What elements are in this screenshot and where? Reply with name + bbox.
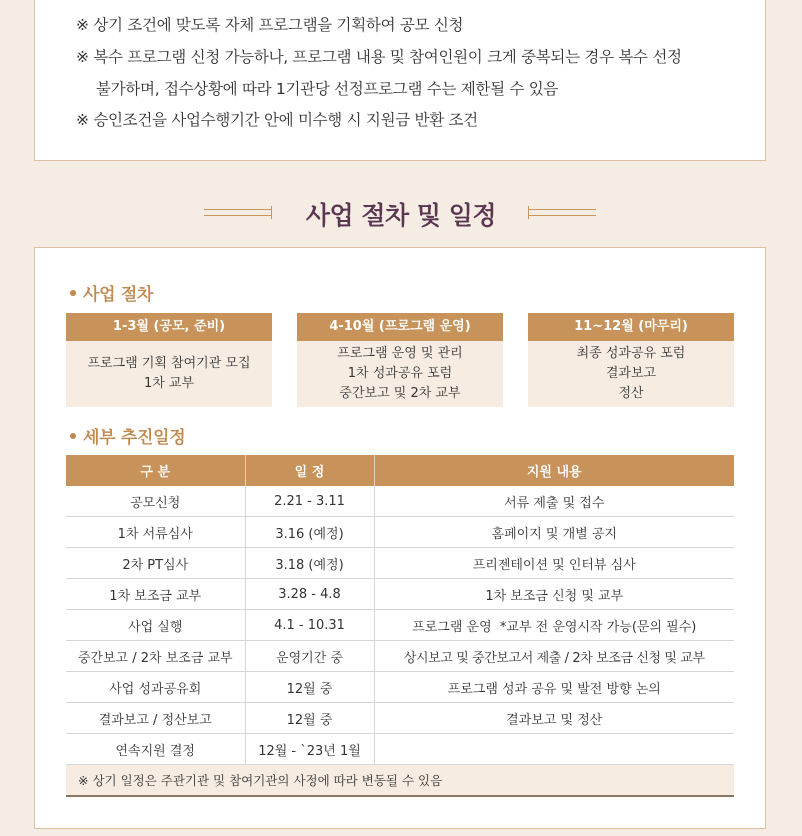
schedule-table	[66, 455, 734, 797]
table-cell: 2차 PT심사	[66, 548, 245, 579]
table-cell: 2.21 - 3.11	[245, 486, 374, 517]
table-cell: 중간보고 / 2차 보조금 교부	[66, 641, 245, 672]
table-row	[66, 517, 734, 548]
table-cell: 공모신청	[66, 486, 245, 517]
table-row	[66, 579, 734, 610]
table-row	[66, 610, 734, 641]
condition-line-3: 불가하며, 접수상황에 따라 1기관당 선정프로그램 수는 제한될 수 있음	[96, 80, 559, 98]
phase-line: 프로그램 운영 및 관리	[337, 346, 463, 361]
table-cell: 4.1 - 10.31	[245, 610, 374, 641]
phase-body	[297, 341, 503, 407]
title-right-ornament	[528, 209, 596, 216]
table-cell: 1차 보조금 교부	[66, 579, 245, 610]
table-cell: 서류 제출 및 접수	[374, 486, 734, 517]
table-row	[66, 672, 734, 703]
phase-line: 결과보고	[605, 366, 657, 381]
table-cell: 운영기간 중	[245, 641, 374, 672]
phase-line: 중간보고 및 2차 교부	[339, 386, 461, 401]
table-cell: 프리젠테이션 및 인터뷰 심사	[374, 548, 734, 579]
condition-line-2: ※ 복수 프로그램 신청 가능하나, 프로그램 내용 및 참여인원이 크게 중복되는 경우 복수 선정	[76, 48, 682, 66]
phase-title: 1-3월 (공모, 준비)	[66, 313, 272, 341]
table-cell: 1차 서류심사	[66, 517, 245, 548]
phase-line: 정산	[618, 386, 644, 401]
table-cell: 사업 실행	[66, 610, 245, 641]
condition-line-1: ※ 상기 조건에 맞도록 자체 프로그램을 기획하여 공모 신청	[76, 16, 464, 34]
table-cell: 프로그램 성과 공유 및 발전 방향 논의	[374, 672, 734, 703]
phase-title: 11~12월 (마무리)	[528, 313, 734, 341]
schedule-heading: 세부 추진일정	[70, 423, 185, 448]
table-row	[66, 734, 734, 765]
phase-line: 1차 교부	[143, 376, 195, 391]
phase-card	[528, 313, 734, 407]
phase-title: 4-10월 (프로그램 운영)	[297, 313, 503, 341]
table-header-row	[66, 455, 734, 486]
schedule-note: ※ 상기 일정은 주관기관 및 참여기관의 사정에 따라 변동될 수 있음	[66, 765, 734, 797]
condition-line-4: ※ 승인조건을 사업수행기간 안에 미수행 시 지원금 반환 조건	[76, 111, 478, 129]
table-cell: 12월 중	[245, 703, 374, 734]
phase-card	[297, 313, 503, 407]
table-cell: 프로그램 운영 *교부 전 운영시작 가능(문의 필수)	[374, 610, 734, 641]
column-header: 구 분	[66, 455, 245, 486]
phase-body	[528, 341, 734, 407]
column-header: 지원 내용	[374, 455, 734, 486]
procedure-heading: 사업 절차	[70, 280, 153, 305]
table-cell: 1차 보조금 신청 및 교부	[374, 579, 734, 610]
table-cell: 3.28 - 4.8	[245, 579, 374, 610]
table-cell: 12월 중	[245, 672, 374, 703]
phase-card	[66, 313, 272, 407]
table-cell: 결과보고 / 정산보고	[66, 703, 245, 734]
table-row	[66, 486, 734, 517]
table-cell: 사업 성과공유회	[66, 672, 245, 703]
phase-body	[66, 341, 272, 407]
column-header: 일 정	[245, 455, 374, 486]
table-cell: 홈페이지 및 개별 공지	[374, 517, 734, 548]
table-row	[66, 641, 734, 672]
table-cell: 12월 - `23년 1월	[245, 734, 374, 765]
table-cell: 상시보고 및 중간보고서 제출 / 2차 보조금 신청 및 교부	[374, 641, 734, 672]
phase-line: 1차 성과공유 포럼	[347, 366, 453, 381]
table-cell: 3.16 (예정)	[245, 517, 374, 548]
table-cell	[374, 734, 734, 765]
table-note-row	[66, 765, 734, 797]
section-title-bar	[0, 188, 802, 238]
table-cell: 연속지원 결정	[66, 734, 245, 765]
section-title: 사업 절차 및 일정	[305, 201, 497, 230]
table-cell: 결과보고 및 정산	[374, 703, 734, 734]
bullet-icon	[70, 290, 76, 296]
bullet-icon	[70, 433, 76, 439]
table-row	[66, 548, 734, 579]
phase-line: 최종 성과공유 포럼	[576, 346, 686, 361]
table-row	[66, 703, 734, 734]
phase-line: 프로그램 기획 참여기관 모집	[87, 356, 251, 371]
table-cell: 3.18 (예정)	[245, 548, 374, 579]
